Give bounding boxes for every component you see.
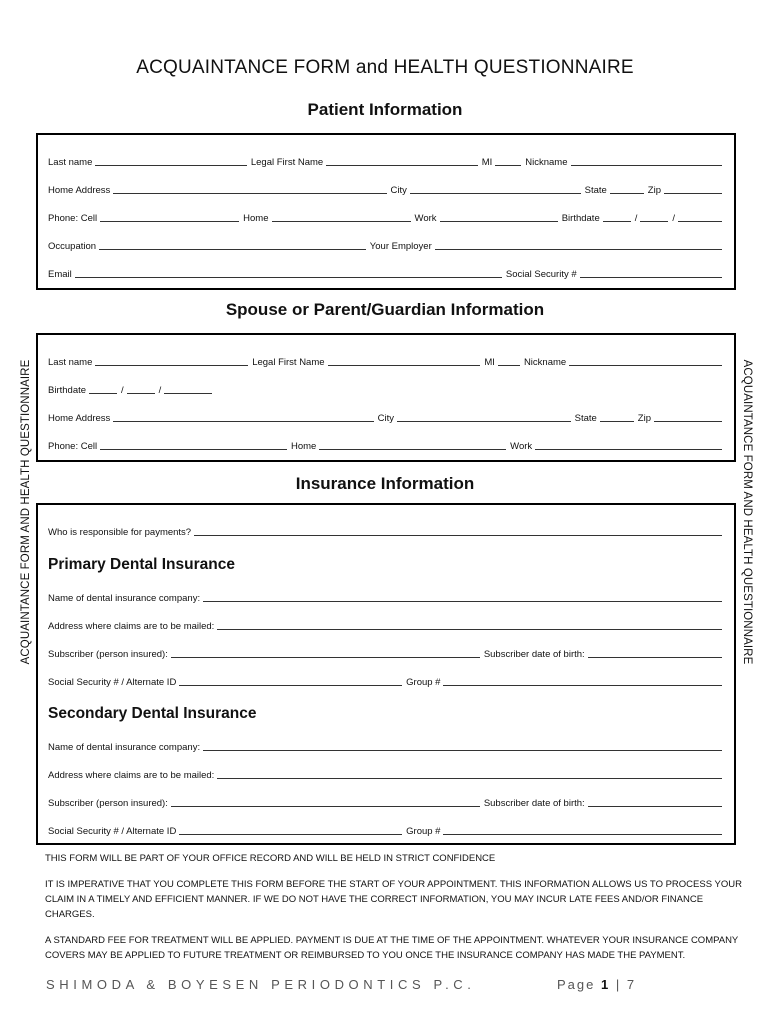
zip-label: Zip <box>647 185 661 196</box>
work-phone-field[interactable] <box>440 221 558 222</box>
secondary-company-label: Name of dental insurance company: <box>48 742 201 753</box>
mi-field[interactable] <box>495 165 521 166</box>
primary-company-field[interactable] <box>203 601 722 602</box>
cell-field[interactable] <box>100 221 239 222</box>
primary-ssn-label: Social Security # / Alternate ID <box>48 677 177 688</box>
page-total: 7 <box>626 977 637 992</box>
spouse-last-name-label: Last name <box>48 357 93 368</box>
primary-address-field[interactable] <box>217 629 722 630</box>
spouse-work-phone-field[interactable] <box>535 449 722 450</box>
nickname-label: Nickname <box>525 157 568 168</box>
city-label: City <box>390 185 407 196</box>
home-phone-field[interactable] <box>272 221 411 222</box>
spouse-work-phone-label: Work <box>510 441 533 452</box>
spouse-last-name-field[interactable] <box>95 365 248 366</box>
birth-year-field[interactable] <box>678 221 722 222</box>
primary-company-label: Name of dental insurance company: <box>48 593 201 604</box>
primary-subscriber-label: Subscriber (person insured): <box>48 649 168 660</box>
email-field[interactable] <box>75 277 502 278</box>
ssn-field[interactable] <box>580 277 722 278</box>
secondary-subscriber-label: Subscriber (person insured): <box>48 798 168 809</box>
side-label-right: ACQUAINTANCE FORM AND HEALTH QUESTIONNAIRE <box>741 359 753 665</box>
notice-confidential: THIS FORM WILL BE PART OF YOUR OFFICE RECORD AND WILL BE HELD IN STRICT CONFIDENCE <box>45 853 496 864</box>
patient-box: Last name Legal First Name MI Nickname Home Address City State Zip Phone: Cell Home Work Birthdate / / Occupation Your Employer Email Social Security # <box>36 133 736 290</box>
spouse-birth-year-field[interactable] <box>164 393 212 394</box>
work-phone-label: Work <box>414 213 437 224</box>
spouse-cell-field[interactable] <box>100 449 287 450</box>
primary-sub-dob-field[interactable] <box>588 657 722 658</box>
responsible-field[interactable] <box>194 535 722 536</box>
spouse-state-field[interactable] <box>600 421 634 422</box>
page-separator: | <box>615 977 622 992</box>
side-label-left: ACQUAINTANCE FORM AND HEALTH QUESTIONNAIRE <box>20 359 32 665</box>
insurance-heading: Insurance Information <box>295 474 475 493</box>
secondary-company-field[interactable] <box>203 750 722 751</box>
primary-heading: Primary Dental Insurance <box>48 556 235 573</box>
spouse-nickname-label: Nickname <box>523 357 567 368</box>
home-address-label: Home Address <box>48 185 111 196</box>
page-number <box>557 977 636 992</box>
birth-month-field[interactable] <box>603 221 631 222</box>
spouse-home-phone-label: Home <box>290 441 317 452</box>
home-phone-label: Home <box>243 213 269 224</box>
primary-ssn-field[interactable] <box>179 685 402 686</box>
last-name-field[interactable] <box>95 165 246 166</box>
spouse-zip-field[interactable] <box>654 421 722 422</box>
secondary-subscriber-field[interactable] <box>171 806 480 807</box>
spouse-first-name-field[interactable] <box>328 365 481 366</box>
birthdate-label: Birthdate <box>561 213 600 224</box>
secondary-sub-dob-field[interactable] <box>588 806 722 807</box>
secondary-heading: Secondary Dental Insurance <box>48 705 257 722</box>
notice-fee: A STANDARD FEE FOR TREATMENT WILL BE APPLIED. PAYMENT IS DUE AT THE TIME OF THE APPOINTMENT. WHATEVER YOUR INSURANCE COMPANY COVERS MAY BE APPLIED TO FUTURE TREATMENT OR REIMBURSED TO YOU ONCE THE INSURANCE COMPANY HAS MADE THE PAYMENT. <box>45 935 739 961</box>
secondary-group-field[interactable] <box>443 834 722 835</box>
spouse-home-phone-field[interactable] <box>319 449 506 450</box>
city-field[interactable] <box>410 193 581 194</box>
secondary-ssn-label: Social Security # / Alternate ID <box>48 826 177 837</box>
primary-group-field[interactable] <box>443 685 722 686</box>
state-label: State <box>584 185 607 196</box>
first-name-field[interactable] <box>326 165 477 166</box>
birth-day-field[interactable] <box>640 221 668 222</box>
spouse-box: Last name Legal First Name MI Nickname Birthdate / / Home Address City State Zip Phone: Cell Home Work <box>36 333 736 462</box>
practice-name: SHIMODA & BOYESEN PERIODONTICS P.C. <box>46 977 476 992</box>
spouse-zip-label: Zip <box>637 413 651 424</box>
employer-field[interactable] <box>435 249 722 250</box>
spouse-city-field[interactable] <box>397 421 571 422</box>
spouse-heading: Spouse or Parent/Guardian Information <box>225 300 545 319</box>
email-label: Email <box>48 269 72 280</box>
spouse-address-field[interactable] <box>113 421 373 422</box>
nickname-field[interactable] <box>571 165 722 166</box>
spouse-mi-label: MI <box>484 357 495 368</box>
responsible-label: Who is responsible for payments? <box>48 527 192 538</box>
cell-label: Phone: Cell <box>48 213 98 224</box>
occupation-label: Occupation <box>48 241 97 252</box>
primary-sub-dob-label: Subscriber date of birth: <box>483 649 585 660</box>
ssn-label: Social Security # <box>505 269 577 280</box>
spouse-city-label: City <box>377 413 395 424</box>
spouse-birthdate-label: Birthdate <box>48 385 87 396</box>
notice-imperative: IT IS IMPERATIVE THAT YOU COMPLETE THIS FORM BEFORE THE START OF YOUR APPOINTMENT. THIS INFORMATION ALLOWS US TO PROCESS YOUR CLAIM IN A TIMELY AND EFFICIENT MANNER. IF WE DO NOT HAVE THE CORRECT INFORMATION, YOU MAY INCUR LATE FEES AND/OR FINANCE CHARGES. <box>45 879 742 920</box>
spouse-state-label: State <box>574 413 597 424</box>
first-name-label: Legal First Name <box>250 157 324 168</box>
primary-subscriber-field[interactable] <box>171 657 480 658</box>
state-field[interactable] <box>610 193 644 194</box>
secondary-group-label: Group # <box>406 826 441 837</box>
spouse-birth-day-field[interactable] <box>127 393 155 394</box>
last-name-label: Last name <box>48 157 93 168</box>
employer-label: Your Employer <box>369 241 432 252</box>
spouse-cell-label: Phone: Cell <box>48 441 98 452</box>
form-title: ACQUAINTANCE FORM and HEALTH QUESTIONNAIRE <box>136 57 634 78</box>
spouse-birth-month-field[interactable] <box>89 393 117 394</box>
insurance-box <box>36 503 736 845</box>
secondary-ssn-field[interactable] <box>179 834 402 835</box>
spouse-nickname-field[interactable] <box>569 365 722 366</box>
secondary-address-label: Address where claims are to be mailed: <box>48 770 215 781</box>
secondary-address-field[interactable] <box>217 778 722 779</box>
mi-label: MI <box>481 157 493 168</box>
home-address-field[interactable] <box>113 193 386 194</box>
zip-field[interactable] <box>664 193 722 194</box>
spouse-address-label: Home Address <box>48 413 111 424</box>
primary-group-label: Group # <box>406 677 441 688</box>
secondary-sub-dob-label: Subscriber date of birth: <box>483 798 585 809</box>
occupation-field[interactable] <box>99 249 366 250</box>
page-current: 1 <box>601 977 611 992</box>
primary-address-label: Address where claims are to be mailed: <box>48 621 215 632</box>
spouse-first-name-label: Legal First Name <box>252 357 325 368</box>
spouse-mi-field[interactable] <box>498 365 520 366</box>
page-label: Page <box>557 977 596 992</box>
patient-heading: Patient Information <box>307 100 463 119</box>
